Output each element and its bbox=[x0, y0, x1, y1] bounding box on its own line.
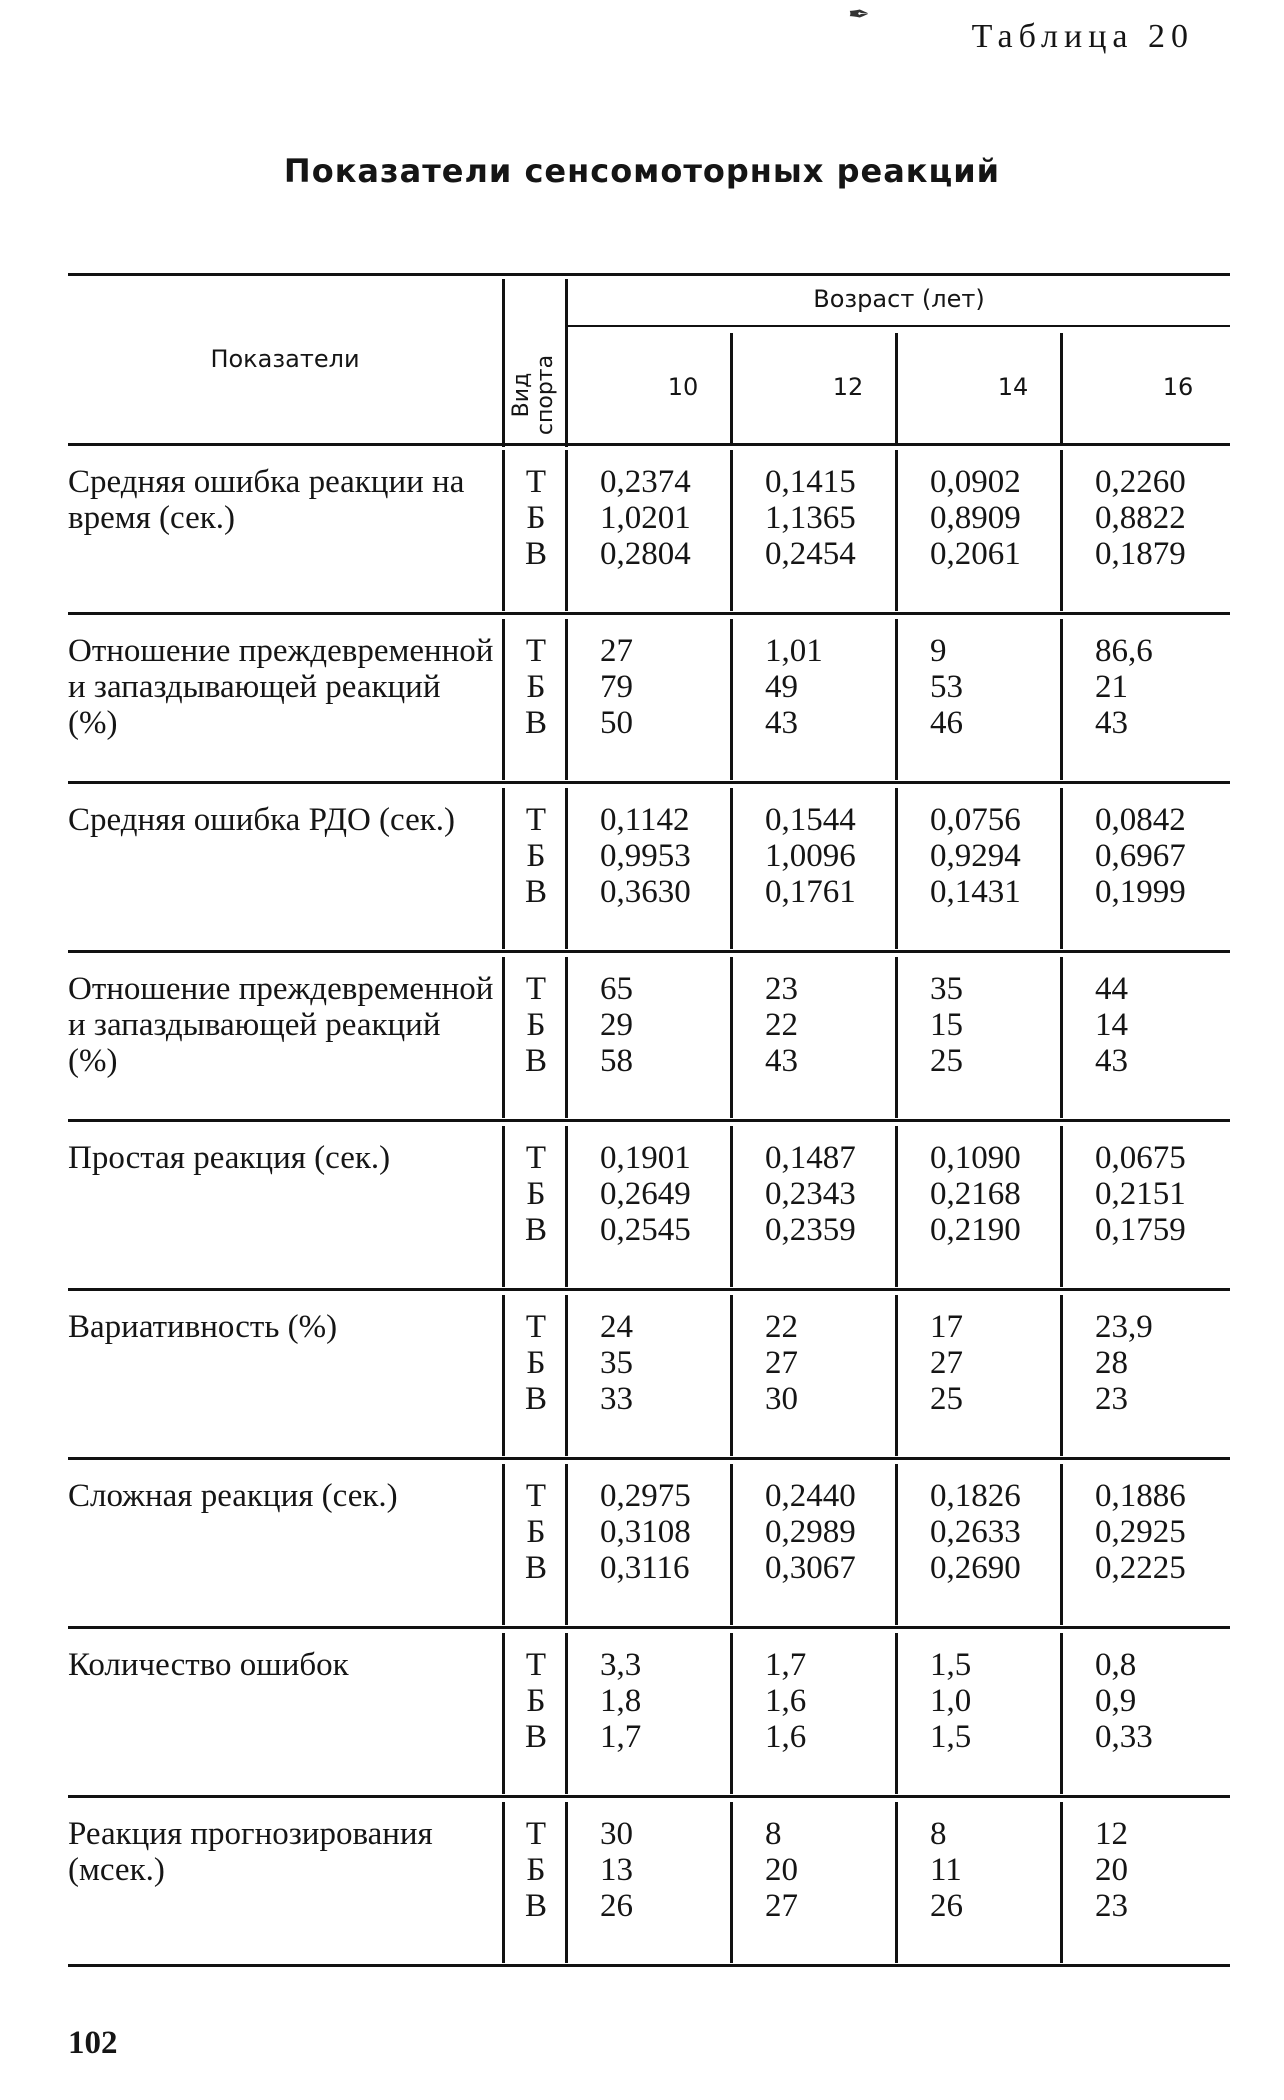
table-cell: 43 bbox=[765, 705, 798, 741]
table-cell: 1,6 bbox=[765, 1719, 807, 1755]
table-cell: 28 bbox=[1095, 1345, 1128, 1381]
data-table bbox=[68, 273, 1230, 1973]
sport-code: Т bbox=[525, 1478, 547, 1514]
table-cell: 0,3630 bbox=[600, 874, 691, 910]
table-cell: 20 bbox=[765, 1852, 798, 1888]
table-cell: 65 bbox=[600, 971, 633, 1007]
column-rule bbox=[502, 619, 505, 780]
table-cell: 0,1431 bbox=[930, 874, 1021, 910]
table-cell: 1,5 bbox=[930, 1647, 972, 1683]
row-rule bbox=[68, 781, 1230, 784]
table-cell: 23 bbox=[765, 971, 798, 1007]
table-cell: 11 bbox=[930, 1852, 962, 1888]
table-cell: 0,6967 bbox=[1095, 838, 1186, 874]
sport-code: Т bbox=[525, 1647, 547, 1683]
row-rule bbox=[68, 1457, 1230, 1460]
header-age-16: 16 bbox=[1162, 373, 1194, 401]
table-cell: 44 bbox=[1095, 971, 1128, 1007]
table-cell: 46 bbox=[930, 705, 963, 741]
table-cell: 0,2374 bbox=[600, 464, 691, 500]
table-cell: 35 bbox=[600, 1345, 633, 1381]
sport-code: В bbox=[524, 1043, 547, 1079]
table-cell: 29 bbox=[600, 1007, 633, 1043]
table-cell: 0,1544 bbox=[765, 802, 856, 838]
table-cell: 0,2804 bbox=[600, 536, 691, 572]
table-cell: 8 bbox=[930, 1816, 947, 1852]
row-rule bbox=[68, 1964, 1230, 1967]
table-cell: 1,6 bbox=[765, 1683, 807, 1719]
sport-code: В bbox=[524, 1719, 547, 1755]
indicator-label: Вариативность (%) bbox=[68, 1309, 338, 1345]
table-cell: 43 bbox=[1095, 1043, 1128, 1079]
table-cell: 0,2061 bbox=[930, 536, 1021, 572]
table-cell: 22 bbox=[765, 1309, 798, 1345]
sport-code: В bbox=[524, 1550, 547, 1586]
table-cell: 26 bbox=[930, 1888, 963, 1924]
table-cell: 35 bbox=[930, 971, 963, 1007]
row-rule bbox=[68, 1626, 1230, 1629]
row-rule bbox=[68, 1795, 1230, 1798]
row-rule bbox=[68, 1119, 1230, 1122]
table-cell: 0,0675 bbox=[1095, 1140, 1186, 1176]
table-cell: 1,0096 bbox=[765, 838, 856, 874]
header-column-rule bbox=[502, 279, 505, 447]
table-cell: 0,1487 bbox=[765, 1140, 856, 1176]
table-title: Показатели сенсомоторных реакций bbox=[283, 152, 1001, 190]
table-cell: 1,8 bbox=[600, 1683, 642, 1719]
table-cell: 0,0902 bbox=[930, 464, 1021, 500]
table-cell: 58 bbox=[600, 1043, 633, 1079]
age-group-rule bbox=[568, 325, 1230, 327]
table-cell: 17 bbox=[930, 1309, 963, 1345]
table-cell: 0,2440 bbox=[765, 1478, 856, 1514]
header-sport: Вид спорта bbox=[509, 354, 558, 436]
sport-code: Б bbox=[526, 1514, 546, 1550]
indicator-label: Отношение преждевременной и запаздывающей реакций (%) bbox=[68, 633, 494, 741]
table-cell: 0,1826 bbox=[930, 1478, 1021, 1514]
header-age-group: Возраст (лет) bbox=[813, 285, 985, 313]
table-caption: Таблица 20 bbox=[971, 18, 1194, 55]
indicator-label: Количество ошибок bbox=[68, 1647, 349, 1683]
table-cell: 0,8909 bbox=[930, 500, 1021, 536]
sport-code: В bbox=[524, 1381, 547, 1417]
row-rule bbox=[68, 1288, 1230, 1291]
sport-code: Т bbox=[525, 1140, 547, 1176]
table-cell: 23 bbox=[1095, 1381, 1128, 1417]
table-cell: 0,3108 bbox=[600, 1514, 691, 1550]
sport-code: В bbox=[524, 874, 547, 910]
column-rule bbox=[565, 1633, 568, 1794]
sport-code: Т bbox=[525, 802, 547, 838]
sport-code: Б bbox=[526, 1852, 546, 1888]
indicator-label: Простая реакция (сек.) bbox=[68, 1140, 391, 1176]
table-cell: 86,6 bbox=[1095, 633, 1153, 669]
table-cell: 49 bbox=[765, 669, 798, 705]
table-cell: 0,2359 bbox=[765, 1212, 856, 1248]
table-cell: 0,2925 bbox=[1095, 1514, 1186, 1550]
table-cell: 0,0842 bbox=[1095, 802, 1186, 838]
table-cell: 14 bbox=[1095, 1007, 1128, 1043]
table-cell: 0,1999 bbox=[1095, 874, 1186, 910]
table-cell: 0,3067 bbox=[765, 1550, 856, 1586]
header-column-rule bbox=[1060, 333, 1063, 443]
table-cell: 0,1901 bbox=[600, 1140, 691, 1176]
sport-code: Б bbox=[526, 838, 546, 874]
table-cell: 22 bbox=[765, 1007, 798, 1043]
column-rule bbox=[502, 957, 505, 1118]
sport-code: Т bbox=[525, 1816, 547, 1852]
table-cell: 1,0 bbox=[930, 1683, 972, 1719]
table-cell: 27 bbox=[930, 1345, 963, 1381]
column-rule bbox=[502, 1802, 505, 1963]
table-cell: 1,7 bbox=[600, 1719, 642, 1755]
table-cell: 0,2454 bbox=[765, 536, 856, 572]
table-cell: 79 bbox=[600, 669, 633, 705]
header-column-rule bbox=[895, 333, 898, 443]
header-column-rule bbox=[565, 279, 568, 447]
table-cell: 0,1090 bbox=[930, 1140, 1021, 1176]
column-rule bbox=[565, 1464, 568, 1625]
table-cell: 0,2975 bbox=[600, 1478, 691, 1514]
table-cell: 30 bbox=[600, 1816, 633, 1852]
sport-code: Т bbox=[525, 464, 547, 500]
sport-code: Б bbox=[526, 1176, 546, 1212]
table-cell: 0,33 bbox=[1095, 1719, 1153, 1755]
table-cell: 0,1886 bbox=[1095, 1478, 1186, 1514]
table-cell: 3,3 bbox=[600, 1647, 642, 1683]
table-cell: 0,2545 bbox=[600, 1212, 691, 1248]
table-cell: 8 bbox=[765, 1816, 782, 1852]
indicator-label: Реакция прогнозирования (мсек.) bbox=[68, 1816, 433, 1888]
table-cell: 20 bbox=[1095, 1852, 1128, 1888]
row-rule bbox=[68, 950, 1230, 953]
table-cell: 25 bbox=[930, 1381, 963, 1417]
header-age-12: 12 bbox=[832, 373, 864, 401]
table-cell: 1,1365 bbox=[765, 500, 856, 536]
table-cell: 0,1415 bbox=[765, 464, 856, 500]
table-cell: 0,3116 bbox=[600, 1550, 690, 1586]
sport-code: В bbox=[524, 536, 547, 572]
sport-code: Т bbox=[525, 633, 547, 669]
table-cell: 0,2168 bbox=[930, 1176, 1021, 1212]
table-cell: 0,2633 bbox=[930, 1514, 1021, 1550]
table-cell: 0,1879 bbox=[1095, 536, 1186, 572]
table-cell: 0,1759 bbox=[1095, 1212, 1186, 1248]
indicator-label: Отношение преждевременной и запаздывающей реакций (%) bbox=[68, 971, 494, 1079]
sport-code: В bbox=[524, 705, 547, 741]
column-rule bbox=[565, 1126, 568, 1287]
header-age-10: 10 bbox=[667, 373, 699, 401]
column-rule bbox=[502, 1126, 505, 1287]
table-cell: 13 bbox=[600, 1852, 633, 1888]
table-cell: 50 bbox=[600, 705, 633, 741]
table-cell: 0,9953 bbox=[600, 838, 691, 874]
table-cell: 24 bbox=[600, 1309, 633, 1345]
table-cell: 0,9294 bbox=[930, 838, 1021, 874]
sport-code: Б bbox=[526, 1345, 546, 1381]
sport-code: Б bbox=[526, 669, 546, 705]
header-column-rule bbox=[730, 333, 733, 443]
column-rule bbox=[502, 1295, 505, 1456]
table-cell: 0,2151 bbox=[1095, 1176, 1186, 1212]
table-cell: 0,2690 bbox=[930, 1550, 1021, 1586]
table-cell: 27 bbox=[765, 1888, 798, 1924]
table-cell: 23 bbox=[1095, 1888, 1128, 1924]
table-cell: 0,2260 bbox=[1095, 464, 1186, 500]
table-cell: 1,01 bbox=[765, 633, 823, 669]
table-cell: 43 bbox=[1095, 705, 1128, 741]
column-rule bbox=[565, 1295, 568, 1456]
table-cell: 0,8 bbox=[1095, 1647, 1137, 1683]
sport-code: Б bbox=[526, 500, 546, 536]
table-cell: 9 bbox=[930, 633, 947, 669]
header-age-14: 14 bbox=[997, 373, 1029, 401]
header-indicator: Показатели bbox=[210, 345, 360, 373]
sport-code: Т bbox=[525, 971, 547, 1007]
table-cell: 1,0201 bbox=[600, 500, 691, 536]
column-rule bbox=[502, 788, 505, 949]
table-cell: 15 bbox=[930, 1007, 963, 1043]
table-cell: 21 bbox=[1095, 669, 1128, 705]
column-rule bbox=[502, 1633, 505, 1794]
page-number: 102 bbox=[68, 2025, 118, 2061]
header-bottom-rule bbox=[68, 443, 1230, 446]
table-cell: 0,2649 bbox=[600, 1176, 691, 1212]
sport-code: В bbox=[524, 1888, 547, 1924]
table-cell: 1,7 bbox=[765, 1647, 807, 1683]
column-rule bbox=[565, 619, 568, 780]
indicator-label: Сложная реакция (сек.) bbox=[68, 1478, 398, 1514]
table-cell: 0,8822 bbox=[1095, 500, 1186, 536]
table-cell: 0,2343 bbox=[765, 1176, 856, 1212]
row-rule bbox=[68, 612, 1230, 615]
table-cell: 23,9 bbox=[1095, 1309, 1153, 1345]
table-cell: 0,1761 bbox=[765, 874, 856, 910]
sport-code: Б bbox=[526, 1007, 546, 1043]
table-cell: 26 bbox=[600, 1888, 633, 1924]
table-top-rule bbox=[68, 273, 1230, 276]
table-cell: 0,9 bbox=[1095, 1683, 1137, 1719]
column-rule bbox=[565, 788, 568, 949]
table-cell: 0,0756 bbox=[930, 802, 1021, 838]
sport-code: Т bbox=[525, 1309, 547, 1345]
table-cell: 1,5 bbox=[930, 1719, 972, 1755]
column-rule bbox=[502, 450, 505, 611]
column-rule bbox=[502, 1464, 505, 1625]
indicator-label: Средняя ошибка РДО (сек.) bbox=[68, 802, 455, 838]
table-cell: 43 bbox=[765, 1043, 798, 1079]
table-cell: 0,2190 bbox=[930, 1212, 1021, 1248]
table-cell: 27 bbox=[765, 1345, 798, 1381]
table-cell: 53 bbox=[930, 669, 963, 705]
table-cell: 27 bbox=[600, 633, 633, 669]
table-cell: 0,2989 bbox=[765, 1514, 856, 1550]
table-cell: 12 bbox=[1095, 1816, 1128, 1852]
column-rule bbox=[565, 450, 568, 611]
sport-code: В bbox=[524, 1212, 547, 1248]
ink-mark: ✒ bbox=[848, 0, 870, 29]
sport-code: Б bbox=[526, 1683, 546, 1719]
column-rule bbox=[565, 1802, 568, 1963]
table-cell: 0,1142 bbox=[600, 802, 690, 838]
indicator-label: Средняя ошибка реакции на время (сек.) bbox=[68, 464, 465, 536]
table-cell: 0,2225 bbox=[1095, 1550, 1186, 1586]
table-cell: 33 bbox=[600, 1381, 633, 1417]
table-cell: 30 bbox=[765, 1381, 798, 1417]
table-cell: 25 bbox=[930, 1043, 963, 1079]
column-rule bbox=[565, 957, 568, 1118]
